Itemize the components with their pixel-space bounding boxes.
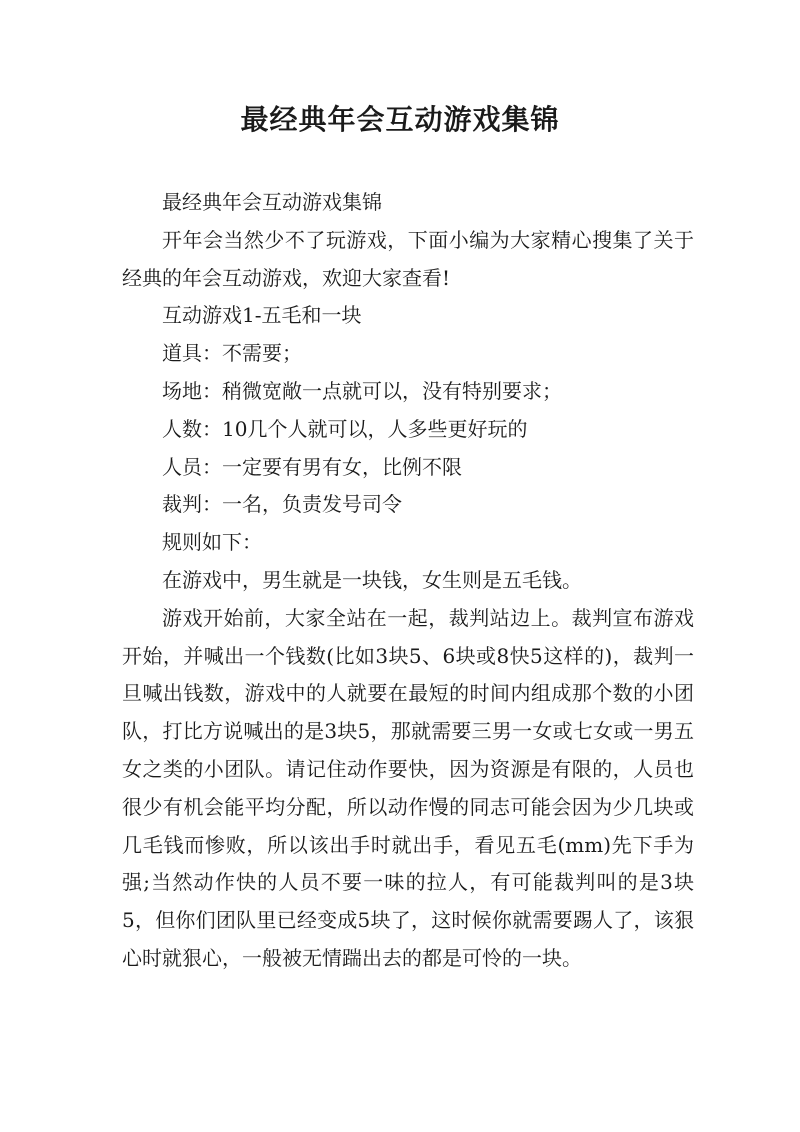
paragraph: 开年会当然少不了玩游戏，下面小编为大家精心搜集了关于经典的年会互动游戏，欢迎大家查看! <box>122 227 694 290</box>
paragraph: 在游戏中，男生就是一块钱，女生则是五毛钱。 <box>162 567 582 592</box>
document-title: 最经典年会互动游戏集锦 <box>240 103 560 136</box>
paragraph: 道具：不需要； <box>162 341 302 366</box>
paragraph: 人员：一定要有男有女，比例不限 <box>162 454 462 479</box>
document-body <box>122 184 694 978</box>
paragraph: 互动游戏1-五毛和一块 <box>162 303 362 328</box>
paragraph: 规则如下： <box>162 530 262 555</box>
paragraph: 最经典年会互动游戏集锦 <box>162 190 382 214</box>
paragraph: 游戏开始前，大家全站在一起，裁判站边上。裁判宣布游戏开始，并喊出一个钱数(比如3块5、6块或8快5这样的)，裁判一旦喊出钱数，游戏中的人就要在最短的时间内组成那个数的小团队，打比方说喊出的是3块5，那就需要三男一女或七女或一男五女之类的小团队。请记住动作要快，因为资源是有限的，人员也很少有机会能平均分配，所以动作慢的同志可能会因为少几块或几毛钱而惨败，所以该出手时就出手，看见五毛(mm)先下手为强;当然动作快的人员不要一味的拉人，有可能裁判叫的是3块5，但你们团队里已经变成5块了，这时候你就需要踢人了，该狠心时就狠心，一般被无情踹出去的都是可怜的一块。 <box>122 605 694 970</box>
paragraph: 场地：稍微宽敞一点就可以，没有特别要求； <box>162 378 562 403</box>
paragraph: 裁判：一名，负责发号司令 <box>162 492 402 517</box>
paragraph: 人数：10几个人就可以，人多些更好玩的 <box>162 416 528 441</box>
